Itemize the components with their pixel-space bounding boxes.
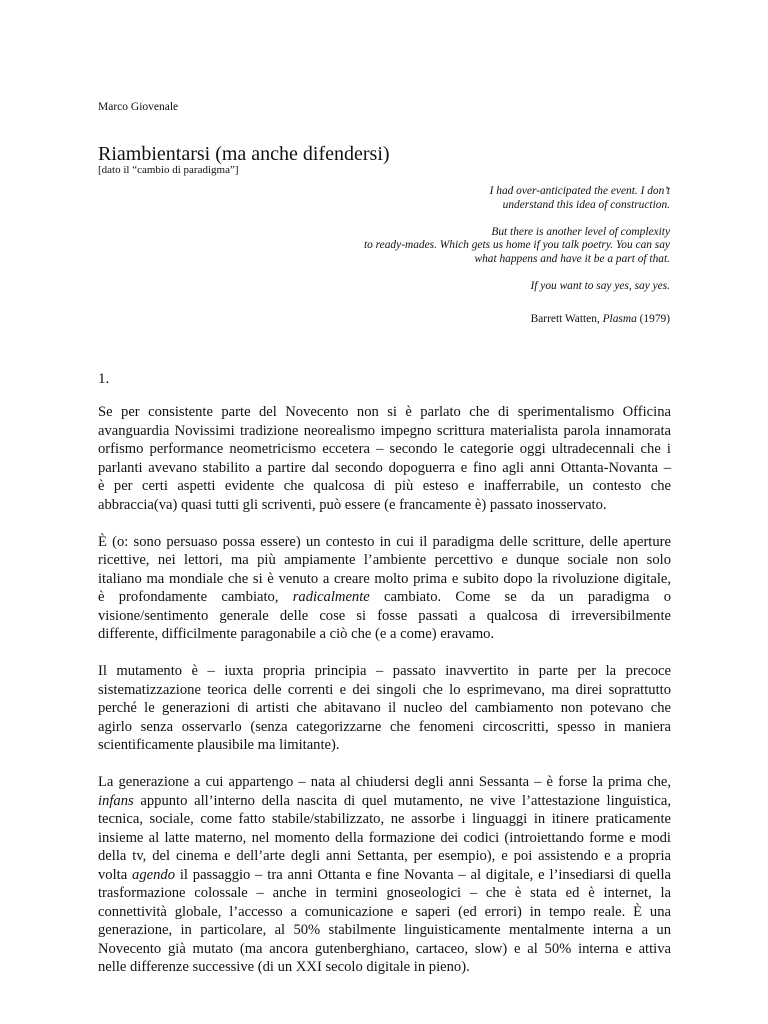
paragraph-line: perché le generazioni di artisti che abitavano il nucleo del cambiamento non potevano che <box>98 700 671 716</box>
paragraph-line: avanguardia Novissimi tradizione neorealismo impegno scrittura materialista parola innamorata <box>98 422 671 439</box>
epigraph-attribution <box>531 313 670 325</box>
paragraph-line: sistematizzazione teorica delle correnti e dei singoli che lo esprimevano, ma direi soprattutto <box>98 681 671 698</box>
epigraph-stanza <box>310 226 670 267</box>
paragraph-line: italiano ma mondiale che si è venuto a creare molto prima e subito dopo la rivoluzione digitale, <box>98 570 671 587</box>
body-paragraph <box>98 773 671 977</box>
body-paragraph <box>98 403 671 514</box>
paragraph-line: tecnica, sociale, come fatto stabile/stabilizzato, ne assorbe i linguaggi in itinere praticamente <box>98 811 671 827</box>
section-number: 1. <box>98 371 110 387</box>
paragraph-line: generazione, in particolare, al 50% stabilmente linguisticamente mentalmente interna a un <box>98 922 671 938</box>
document-subtitle: [dato il “cambio di paradigma”] <box>98 164 239 176</box>
paragraph-line: La generazione a cui appartengo – nata al chiudersi degli anni Sessanta – è forse la prima che, <box>98 774 671 790</box>
paragraph-line: nelle differenze successive (di un XXI secolo digitale in pieno). <box>98 959 470 975</box>
italic-text: radicalmente <box>292 589 370 605</box>
paragraph-line: ricettive, nei lettori, ma più ampiamente l’ambiente percettivo e dunque sociale non solo <box>98 552 671 568</box>
paragraph-line: della tv, del cinema e dell’arte degli anni Settanta, per esempio), e poi assistendo e a propria <box>98 848 671 864</box>
epigraph-line: what happens and have it be a part of that. <box>474 252 670 265</box>
document-title: Riambientarsi (ma anche difendersi) <box>98 143 390 165</box>
paragraph-line: parlanti avevano stabilito a partire dal secondo dopoguerra e fino agli anni Ottanta-Novanta – <box>98 459 671 476</box>
paragraph-line: È (o: sono persuaso possa essere) un contesto in cui il paradigma delle scritture, delle aperture <box>98 533 671 550</box>
paragraph-line: Novecento già mutato (ma ancora gutenberghiano, cartaceo, slow) e al 50% interna e attiva <box>98 940 671 957</box>
epigraph-stanza <box>310 185 670 212</box>
paragraph-line: è per certi aspetti evidente che qualcosa di più esteso e inafferrabile, un contesto che <box>98 478 671 494</box>
italic-text: agendo <box>132 866 175 883</box>
epigraph-line: I had over-anticipated the event. I don’t <box>489 185 670 197</box>
paragraph-line: infans appunto all’interno della nascita di quel mutamento, ne vive l’attestazione linguistica, <box>98 792 671 809</box>
epigraph-line: to ready-mades. Which gets us home if you talk poetry. You can say <box>363 239 670 251</box>
paragraph-line: Il mutamento è – iuxta propria principia – passato inavvertito in parte per la precoce <box>98 663 671 679</box>
epigraph-stanza <box>310 280 670 294</box>
paragraph-line: abbraccia(va) quasi tutti gli scriventi, può essere (e francamente è) passato inosservato. <box>98 496 607 513</box>
paragraph-line: visione/sentimento generale delle cose si fosse passati a qualcosa di irreversibilmente <box>98 607 671 624</box>
epigraph <box>310 185 670 307</box>
body-text <box>98 403 671 995</box>
attribution-name: Barrett Watten, <box>530 313 603 325</box>
paragraph-line: orfismo performance neometricismo eccetera – secondo le categorie oggi ultradecennali che i <box>98 441 671 457</box>
paragraph-line: agirlo senza osservarlo (senza categorizzarne che fenomeni circoscritti, spesso in maniera <box>98 718 671 735</box>
attribution-work: Plasma <box>602 313 637 325</box>
paragraph-line: volta agendo il passaggio – tra anni Ottanta e fine Novanta – al digitale, e l’insediarsi di quella <box>98 866 671 883</box>
paragraph-line: differente, difficilmente paragonabile a ciò che (e a come) eravamo. <box>98 626 495 642</box>
paragraph-line: scientificamente plausibile ma limitante). <box>98 737 340 753</box>
paragraph-line: è profondamente cambiato, radicalmente cambiato. Come se da un paradigma o <box>98 589 671 605</box>
epigraph-line: If you want to say yes, say yes. <box>530 279 670 292</box>
body-paragraph <box>98 533 671 644</box>
paragraph-line: insieme al latte materno, nel momento della formazione dei codici (introiettando forme e modi <box>98 829 671 846</box>
author-name: Marco Giovenale <box>98 101 179 113</box>
epigraph-line: But there is another level of complexity <box>491 225 670 238</box>
italic-text: infans <box>98 792 134 809</box>
paragraph-line: connettività globale, l’accesso a comunicazione e saperi (ed errori) in tempo reale. È una <box>98 903 671 920</box>
body-paragraph <box>98 662 671 755</box>
attribution-year: (1979) <box>636 313 670 325</box>
paragraph-line: trasformazione colossale – anche in termini gnoseologici – che è stata ed è internet, la <box>98 885 671 901</box>
epigraph-line: understand this idea of construction. <box>502 198 670 211</box>
paragraph-line: Se per consistente parte del Novecento non si è parlato che di sperimentalismo Officina <box>98 404 671 420</box>
